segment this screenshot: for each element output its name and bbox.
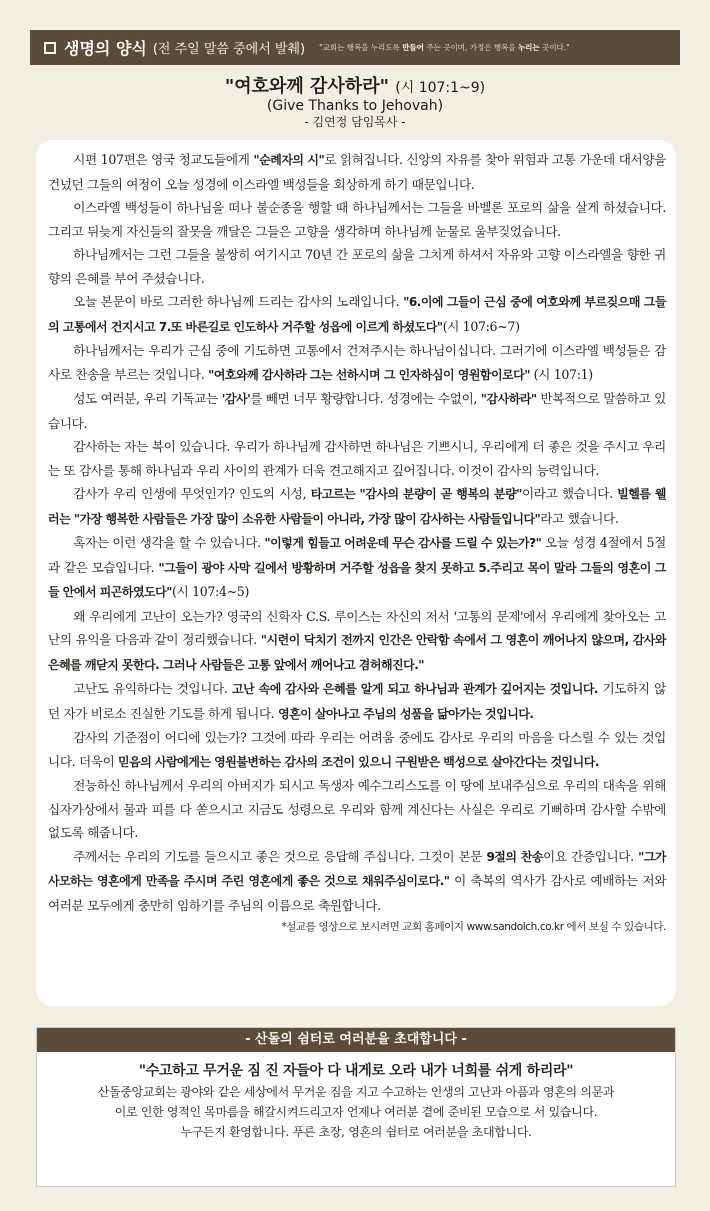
body-text: 전능하신 하나님께서 우리의 아버지가 되시고 독생자 예수그리스도를 이 땅에 보내주심으로 우리의 대속을 위해 십자가상에서 물과 피를 다 쏟으시고 지금도 성령으로 우리와 함께 계신다는 사실은 우리로 기뻐하며 감사할 수밖에 없도록 해줍니다. bbox=[48, 778, 666, 840]
body-text: 로 읽혀집니다. 신앙의 자유를 찾아 위험과 고통 가운데 대서양을 건넜던 그들의 여정이 오늘 성경에 이스라엘 백성들을 회상하게 하기 때문입니다. bbox=[48, 152, 666, 192]
sermon-heading bbox=[0, 72, 710, 130]
sermon-paragraph bbox=[48, 290, 666, 339]
body-text: 성도 여러분, 우리 기독교는 bbox=[73, 391, 222, 406]
sermon-paragraphs bbox=[48, 148, 666, 917]
body-text: 왜 우리에게 고난이 오는가? 영국의 신학자 C.S. 루이스는 자신의 저서 '고통의 문제'에서 우리에게 찾아오는 고난의 유익을 다음과 같이 정리했습니다. bbox=[48, 608, 666, 647]
body-text: 하나님께서는 그런 그들을 불쌍히 여기시고 70년 간 포로의 삶을 그치게 하셔서 자유와 고향 이스라엘을 향한 귀향의 은혜를 부어 주셨습니다. bbox=[48, 247, 666, 286]
emphasis-text: 타고르는 "감사의 분량이 곧 행복의 분량" bbox=[310, 487, 522, 501]
sermon-paragraph bbox=[48, 774, 666, 845]
emphasis-text: "여호와께 감사하라 그는 선하시며 그 인자하심이 영원함이로다" bbox=[208, 367, 531, 382]
invitation-heading: - 산돌의 쉼터로 여러분을 초대합니다 - bbox=[37, 1028, 675, 1052]
header-quote: "교회는 행복을 누리도록 만들어 주는 곳이며, 가정은 행복을 누리는 곳이다." bbox=[319, 43, 570, 52]
invitation-text bbox=[37, 1082, 675, 1142]
body-text: 오늘 본문이 바로 그러한 하나님께 드리는 감사의 노래입니다. bbox=[73, 294, 404, 309]
body-text: (시 107:1) bbox=[530, 366, 593, 382]
body-text: 혹자는 이런 생각을 할 수 있습니다. bbox=[73, 535, 265, 550]
body-text: 감사하는 자는 복이 있습니다. 우리가 하나님께 감사하면 하나님은 기쁘시니, 우리에게 더 좋은 것을 주시고 우리는 또 감사를 통해 하나님과 우리 사이의 관계가 더욱 견고해지고 깊어집니다. 이것이 감사의 능력입니다. bbox=[48, 439, 666, 478]
sermon-paragraph bbox=[48, 677, 666, 726]
video-footnote: *설교를 영상으로 보시려면 교회 홈페이지 www.sandolch.co.kr 에서 보실 수 있습니다. bbox=[281, 921, 666, 933]
emphasis-text: "이렇게 힘들고 어려운데 무슨 감사를 드릴 수 있는가?" bbox=[264, 536, 542, 550]
sermon-paragraph bbox=[48, 435, 666, 482]
body-text: 이라고 했습니다. bbox=[521, 486, 618, 501]
invitation-line: 누구든지 환영합니다. 푸른 초장, 영혼의 쉼터로 여러분을 초대합니다. bbox=[180, 1125, 532, 1139]
section-subtitle: (전 주일 말씀 중에서 발췌) bbox=[152, 42, 306, 57]
emphasis-text: "시련이 닥치기 전까지 인간은 안락함 속에서 그 영혼이 깨어나지 않으며, 감사와 은혜를 깨닫지 못한다. 그러나 사람들은 고통 앞에서 깨어나고 겸허해진다." bbox=[48, 633, 666, 672]
body-text: (시 107:6~7) bbox=[442, 318, 520, 334]
sermon-english-title: (Give Thanks to Jehovah) bbox=[266, 98, 444, 114]
invitation-line: 산돌중앙교회는 광야와 같은 세상에서 무거운 짐을 지고 수고하는 인생의 고난과 아픔과 영혼의 의문과 bbox=[97, 1085, 615, 1099]
emphasis-text: "그가 사모하는 영혼에게 만족을 주시며 주린 영혼에게 좋은 것으로 채워주심이로다." bbox=[48, 849, 666, 888]
body-text: 오늘 성경 4절에서 5절과 같은 모습입니다. bbox=[48, 535, 666, 575]
body-text: 하나님께서는 우리가 근심 중에 기도하면 고통에서 건져주시는 하나님이십니다. 그러기에 이스라엘 백성들은 감사로 찬송을 부르는 것입니다. bbox=[48, 343, 666, 382]
sermon-paragraph bbox=[48, 243, 666, 290]
body-text: 시편 107편은 영국 청교도들에게 bbox=[73, 152, 254, 167]
invitation-quote: "수고하고 무거운 짐 진 자들아 다 내게로 오라 내가 너희를 쉬게 하리라" bbox=[138, 1063, 574, 1079]
sermon-author: - 김연정 담임목사 - bbox=[304, 115, 406, 129]
invitation-box bbox=[36, 1027, 676, 1187]
sermon-body bbox=[36, 140, 676, 1006]
emphasis-text: 믿음의 사람에게는 영원불변하는 감사의 조건이 있으니 구원받은 백성으로 살아간다는 것입니다. bbox=[118, 754, 599, 769]
sermon-paragraph bbox=[48, 339, 666, 387]
emphasis-text: 빌헬름 웰러는 "가장 행복한 사람들은 가장 많이 소유한 사람들이 아니라, 가장 많이 감사하는 사람들입니다" bbox=[48, 487, 666, 526]
body-text: 이 축복의 역사가 감사로 예배하는 저와 여러분 모두에게 충만히 임하기를 주님의 이름으로 축원합니다. bbox=[48, 873, 667, 913]
emphasis-text: "감사하라" bbox=[480, 392, 537, 406]
sermon-paragraph bbox=[48, 482, 666, 531]
sermon-paragraph bbox=[48, 387, 666, 435]
body-text: 기도하지 않던 자가 비로소 진실한 기도를 하게 됩니다. bbox=[48, 681, 666, 721]
body-text: 라고 했습니다. bbox=[540, 510, 619, 526]
body-text: 를 빼면 너무 황량합니다. 성경에는 수없이, bbox=[250, 391, 481, 406]
emphasis-text: 9절의 찬송 bbox=[486, 849, 544, 864]
sermon-title: "여호와께 감사하라" (시 107:1~9) bbox=[224, 76, 486, 97]
body-text: (시 107:4~5) bbox=[172, 584, 250, 599]
sermon-paragraph bbox=[48, 531, 666, 605]
emphasis-text: "6.이에 그들이 근심 중에 여호와께 부르짖으매 그들의 고통에서 건지시고 7.또 바른길로 인도하사 거주할 성읍에 이르게 하셨도다" bbox=[48, 295, 666, 334]
sermon-paragraph bbox=[48, 196, 666, 243]
emphasis-text: "순례자의 시" bbox=[253, 153, 325, 167]
sermon-paragraph bbox=[48, 148, 666, 196]
body-text: 주께서는 우리의 기도를 들으시고 좋은 것으로 응답해 주십니다. 그것이 본문 bbox=[73, 848, 487, 864]
checkbox-square-icon bbox=[44, 42, 56, 54]
scripture-reference: (시 107:1~9) bbox=[395, 80, 486, 96]
emphasis-text: '감사' bbox=[221, 392, 251, 406]
sermon-paragraph bbox=[48, 845, 666, 918]
sermon-paragraph bbox=[48, 726, 666, 774]
body-text: 감사가 우리 인생에 무엇인가? 인도의 시성, bbox=[73, 486, 311, 501]
body-text: 감사의 기준점이 어디에 있는가? 그것에 따라 우리는 어려움 중에도 감사로 우리의 마음을 다스릴 수 있는 것입니다. 더욱이 bbox=[48, 730, 666, 769]
invitation-line: 이로 인한 영적인 목마름을 해갈시켜드리고자 언제나 여러분 곁에 준비된 모습으로 서 있습니다. bbox=[114, 1105, 598, 1119]
section-header-bar bbox=[30, 30, 680, 65]
emphasis-text: 영혼이 살아나고 주님의 성품을 닮아가는 것입니다. bbox=[278, 706, 534, 721]
body-text: 반복적으로 말씀하고 있습니다. bbox=[48, 391, 666, 431]
body-text: 고난도 유익하다는 것입니다. bbox=[73, 681, 232, 696]
section-title: 생명의 양식 bbox=[64, 39, 147, 58]
body-text: 이요 간증입니다. bbox=[543, 848, 639, 864]
body-text: 이스라엘 백성들이 하나님을 떠나 불순종을 행할 때 하나님께서는 그들을 바벨론 포로의 삶을 살게 하셨습니다. 그리고 뒤늦게 자신들의 잘못을 깨달은 그들은 고향을 생각하며 하나님께 눈물로 울부짖었습니다. bbox=[48, 200, 666, 239]
emphasis-text: "그들이 광야 사막 길에서 방황하며 거주할 성읍을 찾지 못하고 5.주리고 목이 말라 그들의 영혼이 그들 안에서 피곤하였도다" bbox=[48, 560, 667, 599]
sermon-paragraph bbox=[48, 605, 666, 678]
emphasis-text: 고난 속에 감사와 은혜를 알게 되고 하나님과 관계가 깊어지는 것입니다. bbox=[231, 682, 598, 696]
